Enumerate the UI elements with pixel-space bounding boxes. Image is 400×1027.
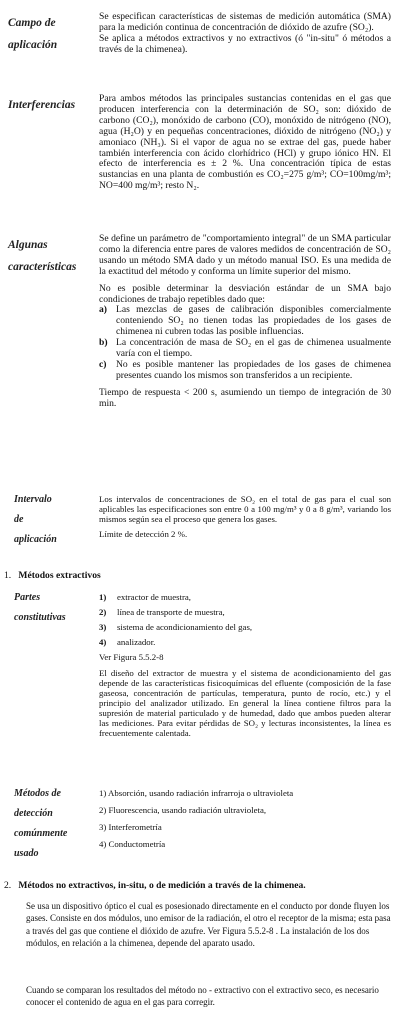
partes-label-line2: constitutivas [14,612,66,623]
intervalo-label [14,490,100,550]
section2-heading [4,880,306,891]
partes-text: El diseño del extractor de muestra y el sistema de acondicionamiento del gas depende de las características fisicoquímicas del efluente (composición de la fase gaseosa, concentración de partículas, temperatura, punto de rocío, etc.) y el principio del analizador utilizado. En general la línea contiene filtros para la supresión de material particulado y de humedad, dado que ambos pueden alterar las mediciones. Para evitar pérdidas de SO₂ y lecturas inconsistentes, la línea es frecuentemente calentada. [99,668,391,738]
list-marker: 3) [99,622,107,632]
list-marker: 2) [99,607,107,617]
list-marker: 4) [99,637,107,647]
metodos-label-line2: detección [14,808,53,819]
caracteristicas-list [99,305,391,381]
list-item [99,592,391,602]
metodos-label-line3: comúnmente [14,828,68,839]
intervalo-limit: Límite de detección 2 %. [99,529,188,539]
list-marker: a) [99,304,107,316]
caracteristicas-p2: No es posible determinar la desviación estándar de un SMA bajo condiciones de trabajo repetibles dado que: [99,282,391,305]
campo-text-2: Se aplica a métodos extractivos y no extractivos (ó "in-situ" ó métodos a través de la chimenea). [99,32,391,55]
caracteristicas-label [8,234,94,278]
section2-number: 2. [4,880,12,891]
metodos-item: 4) Conductometría [99,839,166,849]
list-item [99,338,391,360]
campo-label-line1: Campo de [8,17,56,29]
intervalo-text: Los intervalos de concentraciones de SO₂ en el total de gas para el cual son aplicables las especificaciones son entre 0 a 100 mg/m³ y 0 a 8 g/m³, variando los mismos según sea el proceso que genera los gases. [99,494,391,524]
section2-paragraph-1: Se usa un dispositivo óptico el cual es posesionado directamente en el conducto por donde fluyen los gases. Consiste en dos módulos, uno emisor de la radiación, el otro el receptor de la misma; esta pasa a través del gas que contiene el dióxido de azufre. Ver Figura 5.5.2-8 . La instalación de los dos módulos, en relación a la chimenea, depende del aparato usado. [26,901,391,948]
list-item-text: línea de transporte de muestra, [117,607,225,617]
section2-paragraph-2: Cuando se comparan los resultados del método no - extractivo con el extractivo seco, es necesario conocer el contenido de agua en el gas para corregir. [26,985,379,1008]
list-marker: b) [99,337,108,349]
section1-number: 1. [4,570,12,581]
intervalo-label-line2: de [14,514,24,525]
list-item [99,622,391,632]
caracteristicas-p1: Se define un parámetro de "comportamiento integral" de un SMA particular como la diferencia entre pares de valores medidos de concentración de SO₂ usando un método SMA dado y un método manual ISO. Es una medida de la exactitud del método y conforma un límite superior del mismo. [99,233,391,277]
partes-body [99,592,391,742]
caracteristicas-label-line1: Algunas [8,239,48,251]
metodos-item: 1) Absorción, usando radiación infrarroja o ultravioleta [99,788,294,798]
metodos-body [99,788,391,853]
list-item-text: analizador. [117,637,156,647]
section1-title: Métodos extractivos [18,570,101,581]
list-marker: 1) [99,592,107,602]
list-item-text: extractor de muestra, [117,592,192,602]
metodos-label-line1: Métodos de [14,788,61,799]
section1-heading [4,570,101,581]
partes-label [14,588,100,628]
campo-body [99,12,391,60]
list-item-text: No es posible mantener las propiedades de los gases de chimenea presentes cuando los mismos son transferidos a un recipiente. [116,358,391,381]
list-item-text: sistema de acondicionamiento del gas, [117,622,253,632]
metodos-item: 3) Interferometría [99,822,162,832]
list-item-text: La concentración de masa de SO₂ en el gas de chimenea usualmente varía con el tiempo. [116,337,391,360]
partes-list [99,592,391,647]
caracteristicas-p3: Tiempo de respuesta < 200 s, asumiendo un tiempo de integración de 30 min. [99,386,391,409]
list-marker: c) [99,358,107,370]
metodos-item: 2) Fluorescencia, usando radiación ultravioleta, [99,805,267,815]
metodos-label [14,784,100,864]
list-item [99,607,391,617]
list-item [99,637,391,647]
section2-title: Métodos no extractivos, in-situ, o de medición a través de la chimenea. [18,880,306,891]
intervalo-body [99,494,391,543]
interferencias-label: Interferencias [8,99,76,111]
interferencias-text: Para ambos métodos las principales sustancias contenidas en el gas que producen interferencia con la determinación de SO₂ son: dióxido de carbono (CO₂), monóxido de carbono (CO), monóxido de nitrógeno (NO), agua (H₂O) y en pequeñas concentraciones, dióxido de nitrógeno (NO₂) y amoniaco (NH₃). Si el vapor de agua no se extrae del gas, puede haber también interferencia con ácido clorhídrico (HCl) y grupo iónico HN. El efecto de interferencia es ± 2 %. Una concentración típica de estas sustancias en una planta de combustión es CO₂=275 g/m³; CO=100mg/m³; NO=400 mg/m³; resto N₂. [99,93,391,192]
interferencias-body [99,94,391,196]
intervalo-label-line3: aplicación [14,534,57,545]
partes-ver-figura: Ver Figura 5.5.2-8 [99,652,164,662]
campo-label [8,12,94,56]
metodos-label-line4: usado [14,848,39,859]
campo-text-1: Se especifican características de sistemas de medición automática (SMA) para la medición continua de concentración de dióxido de azufre (SO₂). [99,11,391,33]
intervalo-label-line1: Intervalo [14,494,52,505]
list-item-text: Las mezclas de gases de calibración disponibles comercialmente conteniendo SO₂ no tienen todas las propiedades de los gases de chimenea ni cubren todas las posible influencias. [116,304,391,338]
list-item [99,360,391,382]
caracteristicas-label-line2: características [8,261,77,273]
partes-label-line1: Partes [14,592,41,603]
campo-label-line2: aplicación [8,39,58,51]
list-item [99,305,391,338]
caracteristicas-body [99,234,391,414]
